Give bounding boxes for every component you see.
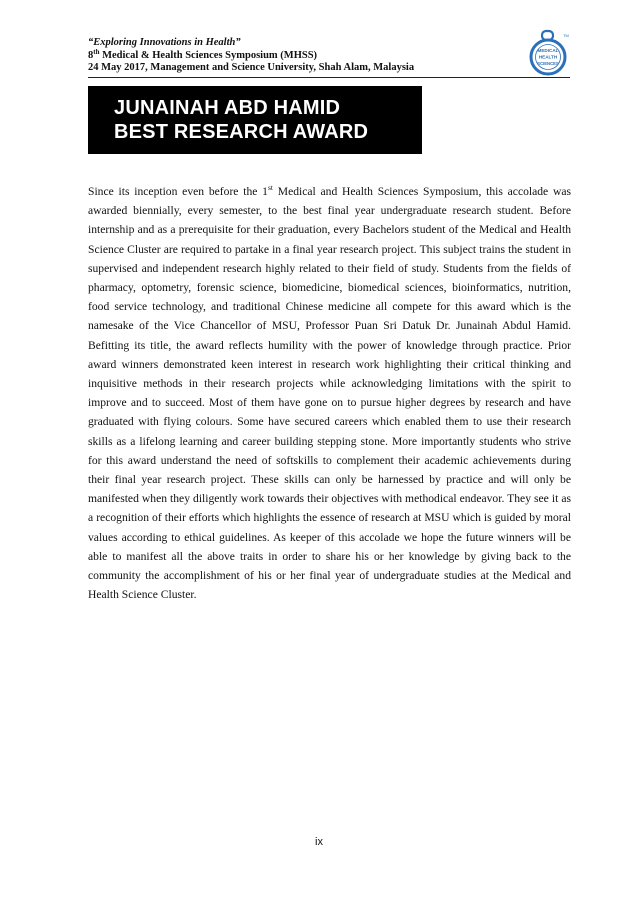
header-date-location: 24 May 2017, Management and Science University, Shah Alam, Malaysia [88, 62, 415, 73]
award-title: BEST RESEARCH AWARD [114, 121, 369, 143]
logo-text-sciences: SCIENCES [537, 61, 559, 66]
symposium-ordinal-suffix: th [93, 47, 100, 56]
symposium-name: Medical & Health Sciences Symposium (MHSS) [99, 49, 318, 61]
page-number: ix [315, 836, 323, 848]
award-description [88, 182, 571, 604]
medical-health-sciences-logo-icon [525, 28, 573, 76]
description-lead: Since its inception even before the 1 [88, 185, 268, 198]
header-symposium [88, 47, 528, 63]
symposium-ordinal: 8 [88, 49, 94, 61]
logo-trademark: TM [563, 33, 569, 38]
header-tagline: “Exploring Innovations in Health” [88, 37, 241, 48]
header-divider [88, 77, 570, 78]
award-name: JUNAINAH ABD HAMID [114, 97, 341, 119]
logo-text-health: HEALTH [538, 54, 558, 60]
logo-text-medical: MEDICAL [537, 48, 559, 53]
description-text: Medical and Health Sciences Symposium, this accolade was awarded biennially, every semester, to the best final year undergraduate research student. Before internship and as a prerequisite for their graduation, every Bachelors student of the Medical and Health Science Cluster are required to partake in a final year research project. This subject trains the student in supervised and independent research highly related to their field of study. Students from the fields of pharmacy, optometry, forensic science, biomedicine, biomedical sciences, bioinformatics, nutrition, food service technology, and traditional Chinese medicine all compete for this award which is the namesake of the Vice Chancellor of MSU, Professor Puan Sri Datuk Dr. Junainah Abdul Hamid. Befitting its title, the award reflects humility with the power of knowledge through practice. Prior award winners demonstrated keen interest in research work highlighting their critical thinking and inquisitive methods in their research projects while acknowledging limitations with the spirit to improve and to succeed. Most of them have gone on to pursue higher degrees by research and have graduated with flying colours. Some have secured careers which enabled them to use their research skills as a lifelong learning and career building stepping stone. More importantly students who strive for this award understand the need of softskills to complement their academic achievements during their final year research project. These skills can only be harnessed by practice and will only be manifested when they diligently work towards their objectives with methodical endeavor. They see it as a recognition of their efforts which highlights the essence of research at MSU which is guided by moral values according to ethical guidelines. As keeper of this accolade we hope the future winners will be able to manifest all the above traits in order to share his or her knowledge by giving back to the community the accomplishment of his or her final year of undergraduate studies at the Medical and Health Science Cluster. [88, 185, 571, 602]
page-header [88, 37, 528, 75]
description-lead-superscript: st [267, 183, 273, 192]
